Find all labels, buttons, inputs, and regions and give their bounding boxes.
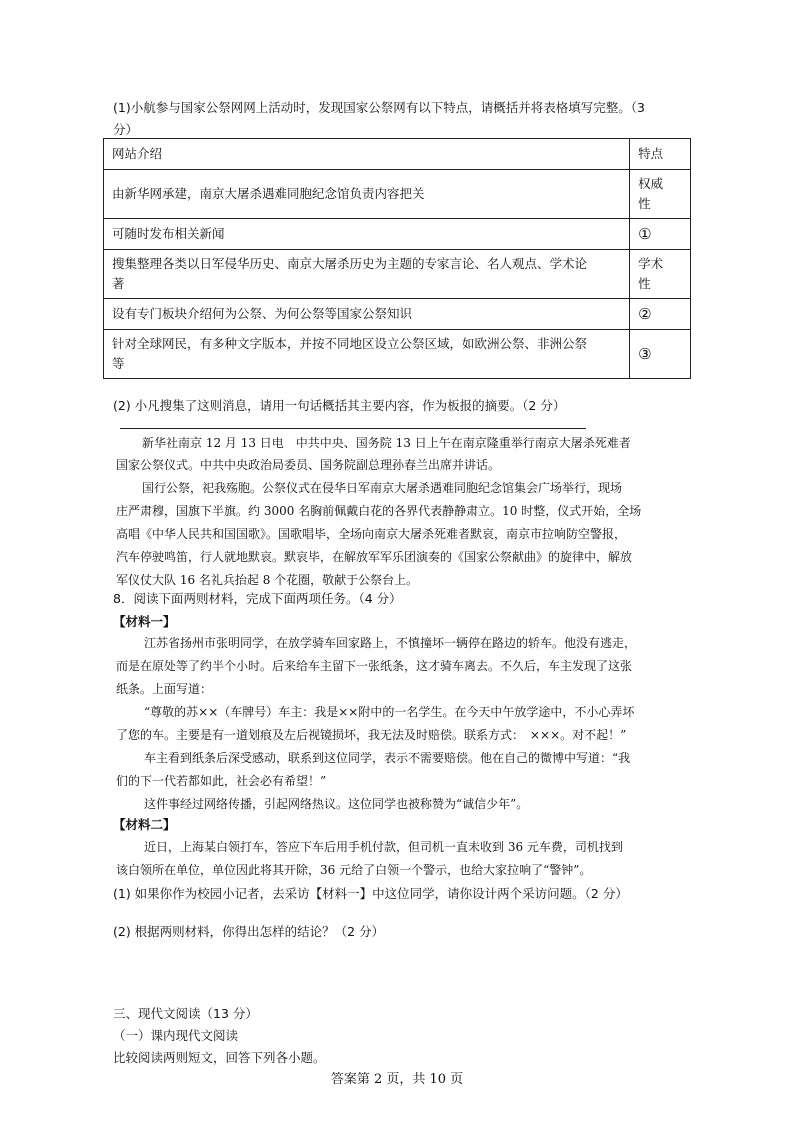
material-line: 近日，上海某白领打车，答应下车后用手机付款，但司机一直未收到 36 元车费，司机找到 (144, 840, 623, 854)
table-row (104, 219, 691, 250)
question-8-sub1: (1) 如果你作为校园小记者，去采访【材料一】中这位同学，请你设计两个采访问题。（2 分） (113, 886, 628, 901)
table-cell-intro (104, 330, 630, 379)
features-table (103, 138, 691, 379)
news-line: 军仪仗大队 16 名礼兵抬起 8 个花圈，敬献于公祭台上。 (116, 573, 419, 587)
feature-line: 性 (638, 196, 651, 211)
news-line: 国行公祭，祀我殇胞。公祭仪式在侵华日军南京大屠杀遇难同胞纪念馆集会广场举行，现场 (142, 481, 623, 495)
table-row (104, 170, 691, 219)
table-header-feature: 特点 (630, 139, 691, 170)
news-line: 国家公祭仪式。中共中央政治局委员、国务院副总理孙春兰出席并讲话。 (116, 458, 501, 472)
table-row (104, 330, 691, 379)
table-cell-intro (104, 250, 630, 299)
intro-line: 针对全球网民，有多种文字版本，并按不同地区设立公祭区域，如欧洲公祭、非洲公祭 (112, 336, 588, 351)
table-row (104, 299, 691, 330)
table-cell-feature (630, 250, 691, 299)
table-row (104, 250, 691, 299)
intro-line: 等 (112, 356, 125, 371)
material-line: 了您的车。主要是有一道划痕及左后视镜损坏，我无法及时赔偿。联系方式： ×××。对不起！” (116, 728, 627, 742)
table-cell-feature: ① (630, 219, 691, 250)
feature-line: 性 (638, 276, 651, 291)
material-line: 该白领所在单位，单位因此将其开除，36 元给了白领一个警示，也给大家拉响了“警钟”。 (116, 863, 592, 877)
page-footer: 答案第 2 页，共 10 页 (330, 1072, 464, 1087)
feature-line: 学术 (638, 256, 664, 271)
material-line: 们的下一代若都如此，社会必有希望！” (116, 774, 327, 788)
section-3-title: 三、现代文阅读（13 分） (113, 1006, 258, 1021)
question-1-line2: 分） (113, 122, 139, 137)
question-2: (2) 小凡搜集了这则消息，请用一句话概括其主要内容，作为板报的摘要。（2 分） (113, 398, 566, 413)
table-cell-feature: ③ (630, 330, 691, 379)
material-line: 这件事经过网络传播，引起网络热议。这位同学也被称赞为“诚信少年”。 (144, 797, 529, 811)
feature-line: 权威 (638, 176, 664, 191)
table-header-row (104, 139, 691, 170)
table-cell-intro: 可随时发布相关新闻 (104, 219, 630, 250)
material-line: “尊敬的苏××（车牌号）车主：我是××附中的一名学生。在今天中午放学途中，不小心弄坏 (144, 705, 635, 719)
table-cell-intro: 由新华网承建，南京大屠杀遇难同胞纪念馆负责内容把关 (104, 170, 630, 219)
section-3-instruction: 比较阅读两则短文，回答下列各小题。 (113, 1050, 326, 1065)
table-cell-feature (630, 170, 691, 219)
table-header-intro: 网站介绍 (104, 139, 630, 170)
table-cell-feature: ② (630, 299, 691, 330)
material-2-label: 【材料二】 (113, 817, 176, 832)
news-line: 庄严肃穆，国旗下半旗。约 3000 名胸前佩戴白花的各界代表静静肃立。10 时整，仪式开始，全场 (116, 504, 642, 518)
material-line: 江苏省扬州市张明同学，在放学骑车回家路上，不慎撞坏一辆停在路边的轿车。他没有逃走， (144, 636, 637, 650)
material-line: 而是在原处等了约半个小时。后来给车主留下一张纸条，这才骑车离去。不久后，车主发现了这张 (116, 659, 633, 673)
divider-line (120, 428, 586, 429)
question-8-sub2: (2) 根据两则材料，你得出怎样的结论？（2 分） (113, 924, 385, 939)
question-1-line1: (1)小航参与国家公祭网网上活动时，发现国家公祭网有以下特点，请概括并将表格填写完整。（3 (113, 100, 645, 115)
intro-line: 搜集整理各类以日军侵华历史、南京大屠杀历史为主题的专家言论、名人观点、学术论 (112, 256, 588, 271)
news-line: 新华社南京 12 月 13 日电 中共中央、国务院 13 日上午在南京隆重举行南京大屠杀死难者 (142, 436, 631, 450)
material-line: 车主看到纸条后深受感动，联系到这位同学，表示不需要赔偿。他在自己的微博中写道：“我 (144, 751, 631, 765)
intro-line: 著 (112, 276, 125, 291)
news-line: 高唱《中华人民共和国国歌》。国歌唱毕，全场向南京大屠杀死难者默哀，南京市拉响防空警报， (116, 527, 627, 541)
news-line: 汽车停驶鸣笛，行人就地默哀。默哀毕，在解放军军乐团演奏的《国家公祭献曲》的旋律中，解放 (116, 550, 633, 564)
table-cell-intro: 设有专门板块介绍何为公祭、为何公祭等国家公祭知识 (104, 299, 630, 330)
material-line: 纸条。上面写道： (116, 682, 213, 696)
section-3-subtitle: （一）课内现代文阅读 (113, 1028, 239, 1043)
material-1-label: 【材料一】 (113, 614, 176, 629)
question-8-title: 8．阅读下面两则材料，完成下面两项任务。（4 分） (113, 591, 402, 606)
